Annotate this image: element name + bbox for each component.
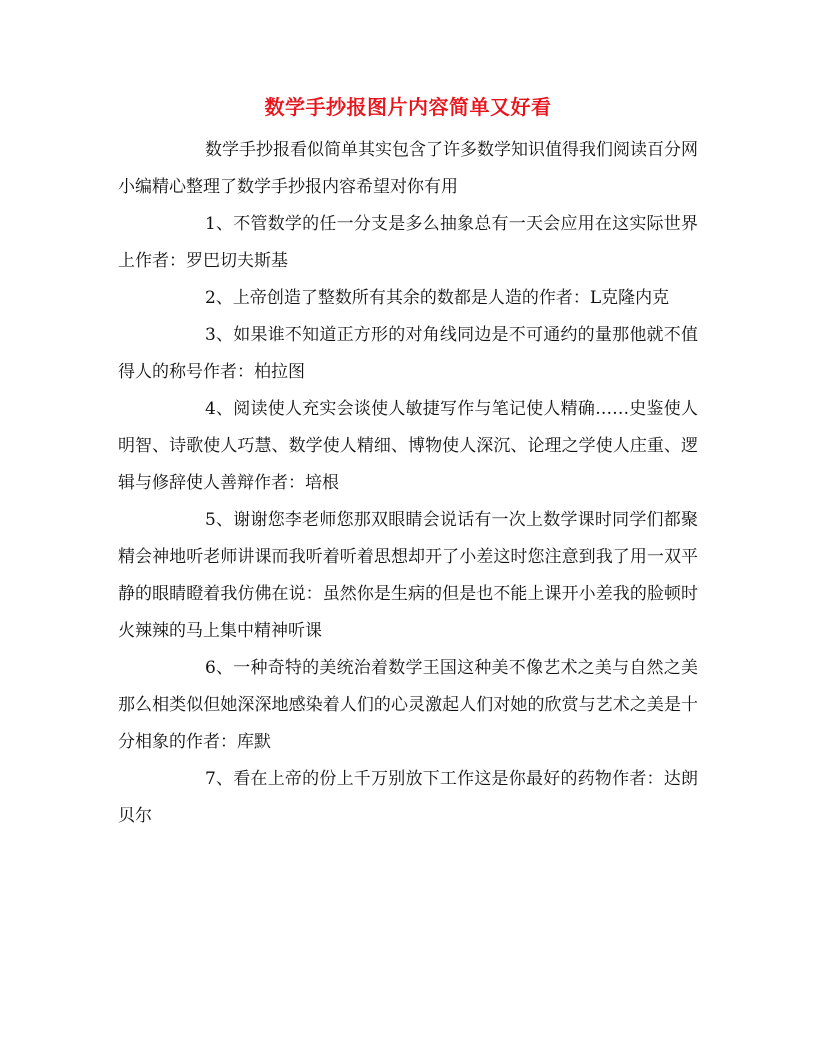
paragraph-quote-1: 1、不管数学的任一分支是多么抽象总有一天会应用在这实际世界上作者：罗巴切夫斯基 — [118, 214, 698, 271]
paragraph-quote-5: 5、谢谢您李老师您那双眼睛会说话有一次上数学课时同学们都聚精会神地听老师讲课而我听着听着思想却开了小差这时您注意到我了用一双平静的眼睛瞪着我仿佛在说：虽然你是生病的但是也不能上课开小差我的脸顿时火辣辣的马上集中精神听课 — [118, 510, 698, 641]
paragraph-quote-2: 2、上帝创造了整数所有其余的数都是人造的作者：L克隆内克 — [205, 288, 670, 308]
document-title: 数学手抄报图片内容简单又好看 — [264, 95, 552, 119]
paragraph-quote-6: 6、一种奇特的美统治着数学王国这种美不像艺术之美与自然之美那么相类似但她深深地感染着人们的心灵激起人们对她的欣赏与艺术之美是十分相象的作者：库默 — [118, 658, 698, 752]
paragraph-intro: 数学手抄报看似简单其实包含了许多数学知识值得我们阅读百分网小编精心整理了数学手抄报内容希望对你有用 — [118, 140, 698, 197]
paragraph-quote-4: 4、阅读使人充实会谈使人敏捷写作与笔记使人精确……史鉴使人明智、诗歌使人巧慧、数学使人精细、博物使人深沉、论理之学使人庄重、逻辑与修辞使人善辩作者：培根 — [118, 399, 698, 493]
paragraph-quote-7: 7、看在上帝的份上千万别放下工作这是你最好的药物作者：达朗贝尔 — [118, 769, 698, 826]
document-body — [118, 132, 698, 835]
paragraph-quote-3: 3、如果谁不知道正方形的对角线同边是不可通约的量那他就不值得人的称号作者：柏拉图 — [118, 325, 698, 382]
